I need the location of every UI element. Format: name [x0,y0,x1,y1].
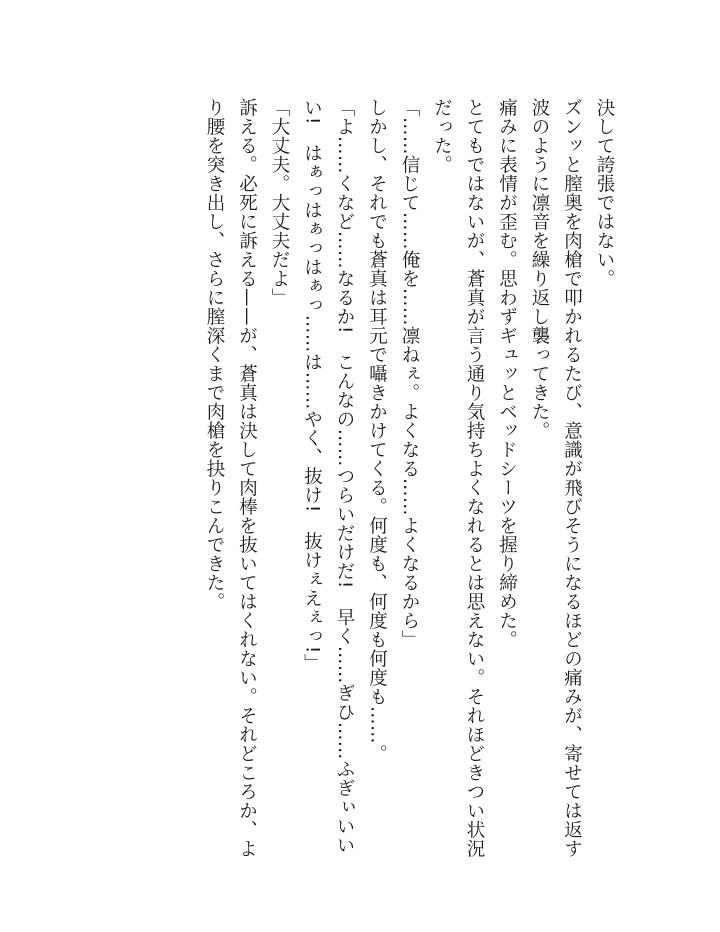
paragraph-5: 「……信じて……俺を……凛ねぇ。よくなる……よくなるから」 [399,98,420,649]
paragraph-1: 決して誇張ではない。 [594,98,615,288]
paragraph-7: 「よ……くなど……なるか! こんなの……つらいだけだ! 早く……ぎひ……ふぎぃいいい! はぁっはぁっはぁっ……は……やく、抜け! 抜けぇえぇっ!」 [301,98,355,855]
paragraph-4: とてもではないが、蒼真が言う通り気持ちよくなれるとは思えない。それほどきつい状況だった。 [431,98,485,858]
paragraph-2: ズンッと膣奥を肉槍で叩かれるたび、意識が飛びそうになるほどの痛みが、寄せては返す波のように凛音を繰り返し襲ってきた。 [529,98,583,858]
paragraph-6: しかし、それでも蒼真は耳元で囁きかけてくる。何度も、何度も何度も……。 [366,98,388,763]
paragraph-3: 痛みに表情が歪む。思わずギュッとベッドシーツを握り締めた。 [496,98,518,649]
paragraph-8: 「大丈夫。大丈夫だよ」 [269,98,290,307]
vertical-text-body [198,98,621,858]
paragraph-9: 訴える。必死に訴える——が、蒼真は決して肉棒を抜いてはくれない。それどころか、より腰を突き出し、さらに膣深くまで肉槍を抉りこんできた。 [204,98,258,858]
